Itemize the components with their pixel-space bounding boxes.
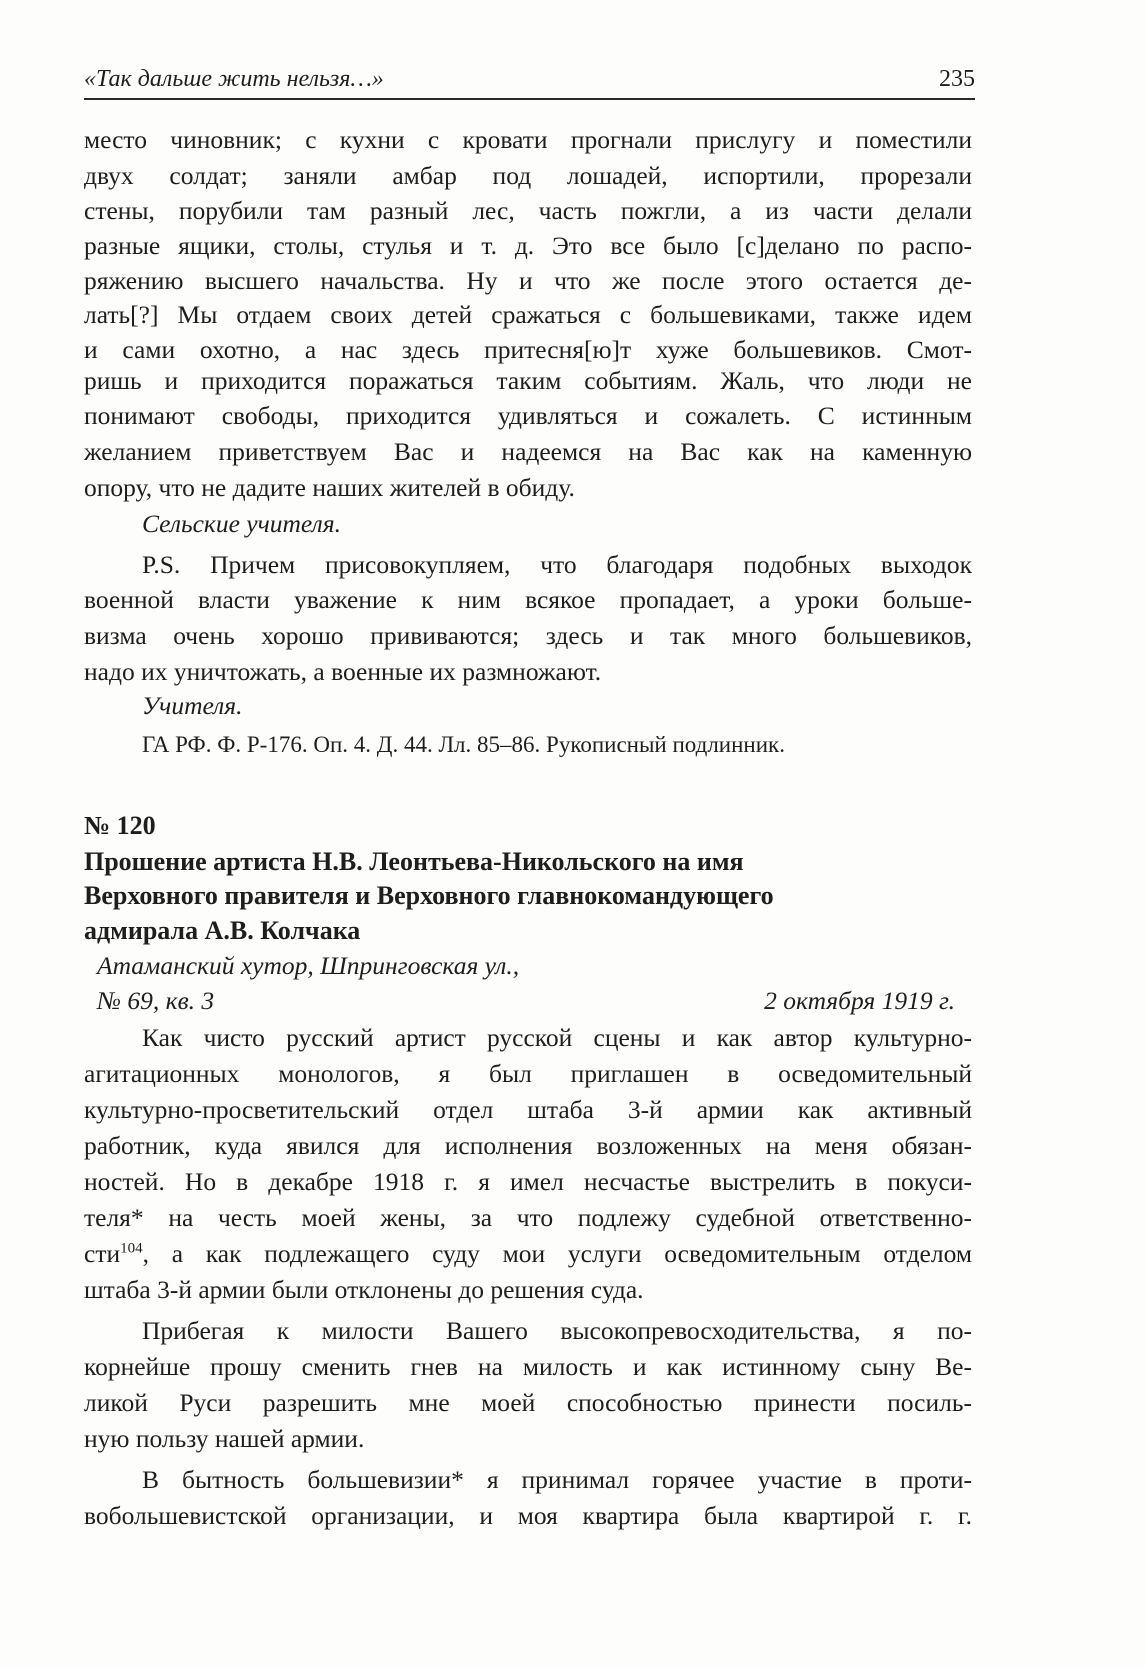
document-place: № 69, кв. 3 — [97, 986, 215, 1015]
text-line: P.S. Причем присовокупляем, что благодаря подобных выходок — [142, 550, 972, 579]
text-line: стены, порубили там разный лес, часть пожгли, а из части делали — [84, 196, 972, 225]
text-line: и сами охотно, а нас здесь притесня[ю]т хуже большевиков. Смот- — [84, 335, 972, 364]
text-line: Как чисто русский артист русской сцены и как автор культурно- — [142, 1023, 972, 1052]
text-line: ную пользу нашей армии. — [84, 1424, 365, 1453]
text-line: штаба 3-й армии были отклонены до решения суда. — [84, 1275, 644, 1304]
page-number: 235 — [939, 66, 975, 92]
text-line: работник, куда явился для исполнения возложенных на меня обязан- — [84, 1131, 972, 1160]
text-line: ришь и приходится поражаться таким событиям. Жаль, что люди не — [84, 366, 972, 395]
text-line: надо их уничтожать, а военные их размножают. — [84, 657, 602, 686]
signature: Учителя. — [142, 691, 243, 720]
text-line: Прибегая к милости Вашего высокопревосходительства, я по- — [142, 1316, 972, 1345]
document-title: адмирала А.В. Колчака — [84, 916, 361, 945]
text-line: понимают свободы, приходится удивляться и сожалеть. С истинным — [84, 401, 972, 430]
document-date: 2 октября 1919 г. — [764, 986, 955, 1015]
document-title: Верховного правителя и Верховного главнокомандующего — [84, 881, 774, 910]
archive-reference: ГА РФ. Ф. Р-176. Оп. 4. Д. 44. Лл. 85–86. Рукописный подлинник. — [142, 732, 785, 757]
text-line: корнейше прошу сменить гнев на милость и как истинному сыну Ве- — [84, 1352, 972, 1381]
running-title: «Так дальше жить нельзя…» — [84, 66, 384, 92]
text-line: лать[?] Мы отдаем своих детей сражаться с большевиками, также идем — [84, 300, 972, 329]
document-place: Атаманский хутор, Шпринговская ул., — [97, 951, 520, 980]
text-fragment: сти — [84, 1239, 121, 1268]
text-line: ликой Руси разрешить мне моей способностью принести посиль- — [84, 1388, 972, 1417]
document-title: Прошение артиста Н.В. Леонтьева-Никольского на имя — [84, 847, 744, 876]
text-line: теля* на честь моей жены, за что подлежу судебной ответственно- — [84, 1203, 972, 1232]
footnote-ref: 104 — [120, 1240, 143, 1257]
text-line: место чиновник; с кухни с кровати прогнали прислугу и поместили — [84, 125, 972, 154]
text-line: агитационных монологов, я был приглашен в осведомительный — [84, 1059, 972, 1088]
text-line: ряжению высшего начальства. Ну и что же после этого остается де- — [84, 266, 972, 295]
text-line — [84, 1239, 972, 1269]
text-line: визма очень хорошо прививаются; здесь и так много большевиков, — [84, 621, 972, 650]
text-line: В бытность большевизии* я принимал горячее участие в проти- — [142, 1465, 972, 1494]
text-line: культурно-просветительский отдел штаба 3-й армии как активный — [84, 1095, 972, 1124]
signature: Сельские учителя. — [142, 509, 341, 538]
text-line: разные ящики, столы, стулья и т. д. Это все было [с]делано по распо- — [84, 231, 972, 260]
text-line: ностей. Но в декабре 1918 г. я имел несчастье выстрелить в покуси- — [84, 1167, 972, 1196]
text-fragment: , а как подлежащего суду мои услуги осведомительным отделом — [142, 1239, 972, 1268]
text-line: желанием приветствуем Вас и надеемся на Вас как на каменную — [84, 437, 972, 466]
text-line: военной власти уважение к ним всякое пропадает, а уроки больше- — [84, 585, 972, 614]
header-rule — [84, 98, 975, 100]
text-line: двух солдат; заняли амбар под лошадей, испортили, прорезали — [84, 161, 972, 190]
document-number: № 120 — [84, 811, 156, 840]
text-line: опору, что не дадите наших жителей в обиду. — [84, 473, 575, 502]
text-line: вобольшевистской организации, и моя квартира была квартирой г. г. — [84, 1501, 972, 1530]
